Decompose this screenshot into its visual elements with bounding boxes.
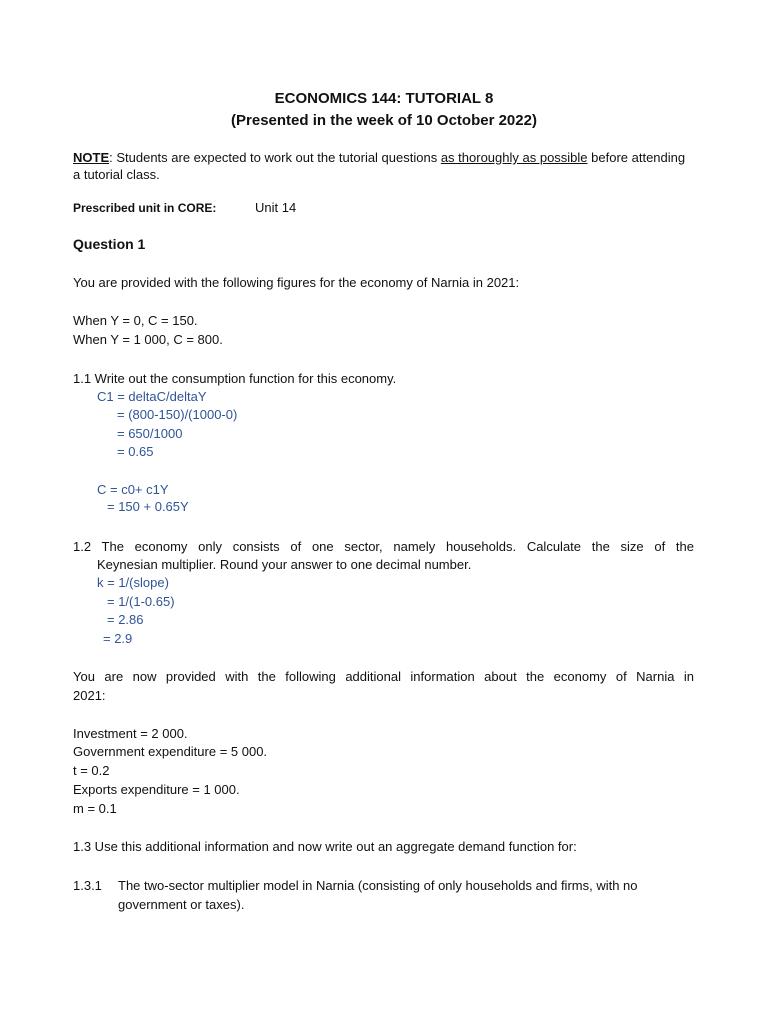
q1-3-text: 1.3 Use this additional information and now write out an aggregate demand function for: bbox=[73, 839, 577, 854]
q1-2-line-1: 1.2 The economy only consists of one sector, namely households. Calculate the size of the bbox=[73, 539, 694, 554]
q1-2-line-2: Keynesian multiplier. Round your answer to one decimal number. bbox=[97, 557, 472, 572]
q1-intro: You are provided with the following figures for the economy of Narnia in 2021: bbox=[73, 275, 520, 290]
q1-1-text: 1.1 Write out the consumption function for this economy. bbox=[73, 371, 397, 386]
document-subtitle: (Presented in the week of 10 October 2022) bbox=[231, 112, 537, 129]
question-1-heading: Question 1 bbox=[73, 236, 146, 252]
additional-item-1: Investment = 2 000. bbox=[73, 726, 188, 741]
note-emphasis: as thoroughly as possible bbox=[440, 150, 588, 165]
additional-item-3: t = 0.2 bbox=[73, 763, 110, 778]
given-1: When Y = 0, C = 150. bbox=[73, 313, 198, 328]
note-line-2: a tutorial class. bbox=[73, 167, 160, 182]
prescribed-label: Prescribed unit in CORE: bbox=[73, 201, 217, 215]
q1-2-answer-4: = 2.9 bbox=[103, 631, 133, 646]
additional-item-2: Government expenditure = 5 000. bbox=[73, 744, 268, 759]
additional-item-5: m = 0.1 bbox=[73, 801, 117, 816]
note-label: NOTE bbox=[73, 150, 110, 165]
q1-1-answer-5: C = c0+ c1Y bbox=[97, 482, 169, 497]
q1-3-1-line-2: government or taxes). bbox=[118, 897, 245, 912]
note-line-1 bbox=[73, 149, 685, 167]
note-text-a: : Students are expected to work out the tutorial questions bbox=[109, 150, 441, 165]
q1-2-answer-2: = 1/(1-0.65) bbox=[107, 594, 175, 609]
additional-line-2: 2021: bbox=[73, 688, 106, 703]
q1-1-answer-2: = (800-150)/(1000-0) bbox=[117, 407, 238, 422]
q1-1-answer-1: C1 = deltaC/deltaY bbox=[97, 389, 207, 404]
given-2: When Y = 1 000, C = 800. bbox=[73, 332, 223, 347]
additional-item-4: Exports expenditure = 1 000. bbox=[73, 782, 240, 797]
q1-3-1-line-1: The two-sector multiplier model in Narnia (consisting of only households and firms, with no bbox=[118, 878, 638, 893]
additional-line-1: You are now provided with the following additional information about the economy of Narnia in bbox=[73, 669, 694, 684]
q1-2-answer-3: = 2.86 bbox=[107, 612, 144, 627]
document-title: ECONOMICS 144: TUTORIAL 8 bbox=[274, 90, 494, 107]
prescribed-value: Unit 14 bbox=[255, 200, 297, 215]
q1-3-1-number: 1.3.1 bbox=[73, 878, 102, 893]
q1-2-answer-1: k = 1/(slope) bbox=[97, 575, 169, 590]
note-text-b: before attending bbox=[587, 150, 686, 165]
q1-1-answer-3: = 650/1000 bbox=[117, 426, 183, 441]
q1-1-answer-6: = 150 + 0.65Y bbox=[107, 499, 189, 514]
q1-1-answer-4: = 0.65 bbox=[117, 444, 154, 459]
